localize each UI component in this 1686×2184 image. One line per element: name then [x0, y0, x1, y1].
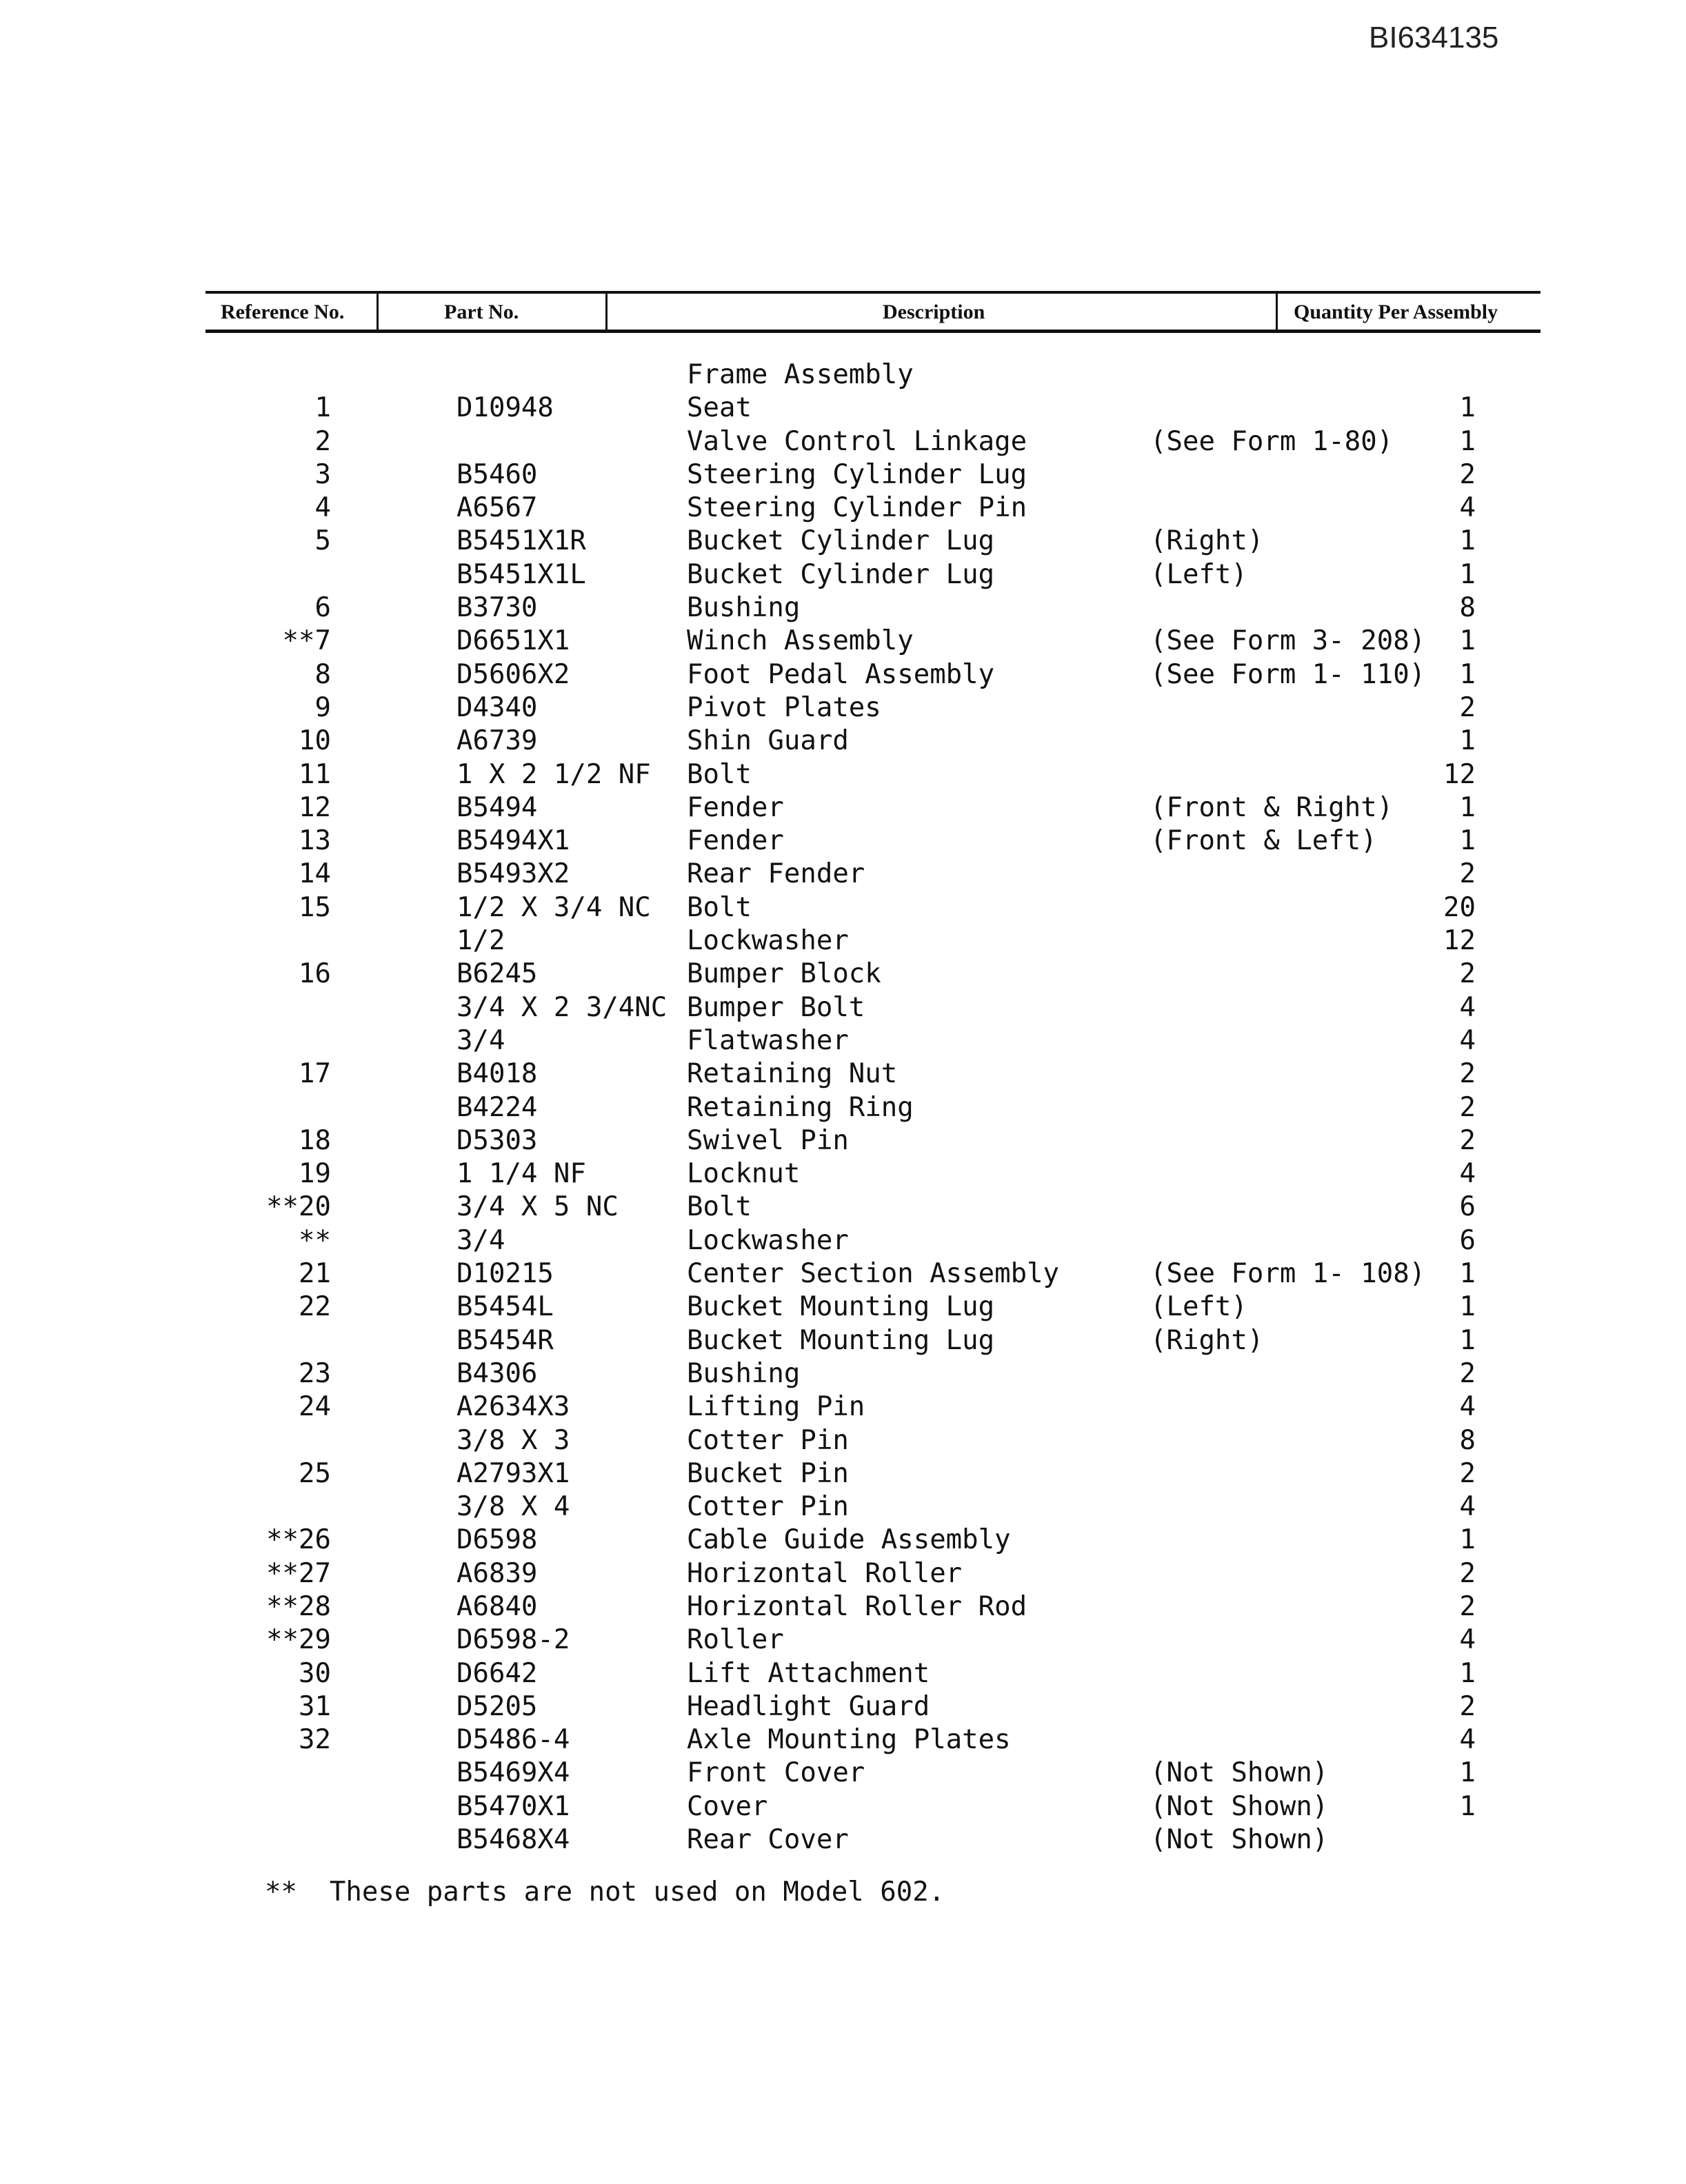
- reference-no-cell: **28: [266, 1590, 331, 1622]
- parts-list: [0, 358, 1686, 1857]
- description-cell: Lockwasher: [687, 925, 849, 957]
- quantity-cell: 2: [1459, 1124, 1476, 1156]
- part-no-cell: D5303: [456, 1124, 538, 1156]
- table-row: [0, 1091, 1686, 1124]
- part-no-cell: B5451X1R: [456, 525, 586, 557]
- quantity-cell: 2: [1459, 1557, 1476, 1589]
- part-no-cell: A6840: [456, 1590, 538, 1622]
- reference-no-cell: **29: [266, 1624, 331, 1656]
- description-cell: Cotter Pin: [687, 1424, 849, 1456]
- table-row: [0, 924, 1686, 958]
- reference-no-cell: 5: [314, 525, 331, 557]
- table-row: [0, 1524, 1686, 1557]
- table-row: [0, 1124, 1686, 1157]
- description-cell: Lifting Pin: [687, 1391, 865, 1423]
- table-row: [0, 1823, 1686, 1857]
- description-cell: Fender: [687, 791, 784, 823]
- description-cell: Bucket Pin: [687, 1457, 849, 1489]
- reference-no-cell: 10: [299, 725, 331, 757]
- quantity-cell: 4: [1459, 1391, 1476, 1423]
- table-row: [0, 492, 1686, 525]
- header-reference-no: Reference No.: [221, 301, 345, 323]
- quantity-cell: 4: [1459, 492, 1476, 524]
- quantity-cell: 1: [1459, 1258, 1476, 1290]
- reference-no-cell: 16: [299, 958, 331, 990]
- note-cell: (Front & Right): [1150, 791, 1394, 823]
- reference-no-cell: 14: [299, 858, 331, 890]
- quantity-cell: 1: [1459, 825, 1476, 857]
- table-row: [0, 1257, 1686, 1291]
- reference-no-cell: **: [299, 1224, 331, 1256]
- part-no-cell: B3730: [456, 592, 538, 624]
- quantity-cell: 1: [1459, 558, 1476, 590]
- table-row: [0, 658, 1686, 691]
- description-cell: Locknut: [687, 1158, 801, 1190]
- table-row: [0, 1590, 1686, 1624]
- description-cell: Front Cover: [687, 1757, 865, 1789]
- quantity-cell: 2: [1459, 858, 1476, 890]
- reference-no-cell: 25: [299, 1457, 331, 1489]
- table-row: [0, 1624, 1686, 1657]
- part-no-cell: A6567: [456, 492, 538, 524]
- table-row: [0, 725, 1686, 758]
- part-no-cell: B4306: [456, 1357, 538, 1389]
- part-no-cell: 3/8 X 3: [456, 1424, 570, 1456]
- part-no-cell: D6598: [456, 1524, 538, 1556]
- table-row: [0, 625, 1686, 658]
- description-cell: Bumper Bolt: [687, 991, 865, 1023]
- part-no-cell: 3/4: [456, 1024, 505, 1056]
- quantity-cell: 2: [1459, 1357, 1476, 1389]
- table-row: [0, 758, 1686, 791]
- part-no-cell: D6651X1: [456, 625, 570, 657]
- quantity-cell: 1: [1459, 658, 1476, 690]
- note-cell: (See Form 1- 110): [1150, 658, 1426, 690]
- quantity-cell: 4: [1459, 1491, 1476, 1523]
- quantity-cell: 4: [1459, 991, 1476, 1023]
- table-row: [0, 525, 1686, 558]
- description-cell: Valve Control Linkage: [687, 425, 1027, 457]
- description-cell: Swivel Pin: [687, 1124, 849, 1156]
- part-no-cell: A6839: [456, 1557, 538, 1589]
- part-no-cell: B5493X2: [456, 858, 570, 890]
- part-no-cell: 3/4 X 2 3/4NC: [456, 991, 668, 1023]
- table-row: [0, 1557, 1686, 1590]
- reference-no-cell: 13: [299, 825, 331, 857]
- description-cell: Horizontal Roller: [687, 1557, 963, 1589]
- quantity-cell: 1: [1459, 1657, 1476, 1689]
- footnote: ** These parts are not used on Model 602.: [265, 1877, 945, 1908]
- quantity-cell: 1: [1459, 791, 1476, 823]
- part-no-cell: B5468X4: [456, 1824, 570, 1856]
- reference-no-cell: **27: [266, 1557, 331, 1589]
- part-no-cell: 1/2: [456, 925, 505, 957]
- part-no-cell: B5469X4: [456, 1757, 570, 1789]
- part-no-cell: B5494X1: [456, 825, 570, 857]
- reference-no-cell: 22: [299, 1291, 331, 1323]
- quantity-cell: 2: [1459, 1590, 1476, 1622]
- note-cell: (Right): [1150, 1324, 1264, 1356]
- header-divider: [377, 294, 379, 330]
- quantity-cell: 1: [1459, 1790, 1476, 1822]
- note-cell: (Left): [1150, 1291, 1247, 1323]
- table-row: [0, 791, 1686, 825]
- quantity-cell: 2: [1459, 458, 1476, 490]
- part-no-cell: 3/4 X 5 NC: [456, 1191, 619, 1223]
- part-no-cell: 3/4: [456, 1224, 505, 1256]
- description-cell: Retaining Nut: [687, 1058, 898, 1090]
- quantity-cell: 2: [1459, 1457, 1476, 1489]
- table-row: [0, 1191, 1686, 1224]
- quantity-cell: 1: [1459, 425, 1476, 457]
- table-row: [0, 1790, 1686, 1823]
- quantity-cell: 1: [1459, 392, 1476, 424]
- description-cell: Steering Cylinder Lug: [687, 458, 1027, 490]
- reference-no-cell: 30: [299, 1657, 331, 1689]
- part-no-cell: B5454L: [456, 1291, 554, 1323]
- table-row: [0, 1157, 1686, 1191]
- quantity-cell: 4: [1459, 1624, 1476, 1656]
- table-row: [0, 1391, 1686, 1424]
- reference-no-cell: **20: [266, 1191, 331, 1223]
- description-cell: Lift Attachment: [687, 1657, 930, 1689]
- part-no-cell: B5460: [456, 458, 538, 490]
- quantity-cell: 2: [1459, 1690, 1476, 1722]
- description-cell: Bushing: [687, 1357, 801, 1389]
- part-no-cell: B4018: [456, 1058, 538, 1090]
- table-row: [0, 1657, 1686, 1690]
- reference-no-cell: 17: [299, 1058, 331, 1090]
- part-no-cell: B5470X1: [456, 1790, 570, 1822]
- table-header: [205, 291, 1541, 333]
- reference-no-cell: 1: [314, 392, 331, 424]
- description-cell: Cotter Pin: [687, 1491, 849, 1523]
- quantity-cell: 4: [1459, 1724, 1476, 1756]
- quantity-cell: 1: [1459, 625, 1476, 657]
- table-row: [0, 1490, 1686, 1524]
- reference-no-cell: **7: [282, 625, 331, 657]
- part-no-cell: A2793X1: [456, 1457, 570, 1489]
- reference-no-cell: 8: [314, 658, 331, 690]
- part-no-cell: D5606X2: [456, 658, 570, 690]
- quantity-cell: 12: [1443, 758, 1476, 790]
- table-row: [0, 392, 1686, 425]
- table-row: [0, 1024, 1686, 1058]
- description-cell: Lockwasher: [687, 1224, 849, 1256]
- table-row: [0, 1291, 1686, 1324]
- table-row: [0, 691, 1686, 725]
- reference-no-cell: 21: [299, 1258, 331, 1290]
- description-cell: Foot Pedal Assembly: [687, 658, 995, 690]
- part-no-cell: 3/8 X 4: [456, 1491, 570, 1523]
- table-row: [0, 1058, 1686, 1091]
- table-row: [0, 858, 1686, 891]
- table-row: [0, 1224, 1686, 1257]
- description-cell: Pivot Plates: [687, 691, 881, 723]
- description-cell: Bucket Cylinder Lug: [687, 558, 995, 590]
- reference-no-cell: 23: [299, 1357, 331, 1389]
- part-no-cell: A6739: [456, 725, 538, 757]
- quantity-cell: 2: [1459, 691, 1476, 723]
- description-cell: Bucket Cylinder Lug: [687, 525, 995, 557]
- description-cell: Frame Assembly: [687, 359, 914, 390]
- description-cell: Bolt: [687, 758, 752, 790]
- part-no-cell: 1 X 2 1/2 NF: [456, 758, 651, 790]
- quantity-cell: 1: [1459, 725, 1476, 757]
- description-cell: Steering Cylinder Pin: [687, 492, 1027, 524]
- quantity-cell: 8: [1459, 592, 1476, 624]
- quantity-cell: 6: [1459, 1191, 1476, 1223]
- reference-no-cell: 15: [299, 891, 331, 923]
- table-row: [0, 1723, 1686, 1757]
- note-cell: (Left): [1150, 558, 1247, 590]
- part-no-cell: B6245: [456, 958, 538, 990]
- note-cell: (Not Shown): [1150, 1824, 1329, 1856]
- description-cell: Rear Cover: [687, 1824, 849, 1856]
- reference-no-cell: 24: [299, 1391, 331, 1423]
- quantity-cell: 4: [1459, 1158, 1476, 1190]
- table-row: [0, 592, 1686, 625]
- reference-no-cell: 2: [314, 425, 331, 457]
- table-row: [0, 991, 1686, 1024]
- note-cell: (Front & Left): [1150, 825, 1377, 857]
- quantity-cell: 4: [1459, 1024, 1476, 1056]
- table-row: [0, 891, 1686, 924]
- note-cell: (Not Shown): [1150, 1757, 1329, 1789]
- table-row: [0, 1357, 1686, 1391]
- description-cell: Roller: [687, 1624, 784, 1656]
- description-cell: Bucket Mounting Lug: [687, 1291, 995, 1323]
- reference-no-cell: 6: [314, 592, 331, 624]
- part-no-cell: D4340: [456, 691, 538, 723]
- description-cell: Shin Guard: [687, 725, 849, 757]
- description-cell: Retaining Ring: [687, 1091, 914, 1123]
- quantity-cell: 1: [1459, 1291, 1476, 1323]
- description-cell: Cover: [687, 1790, 768, 1822]
- note-cell: (Not Shown): [1150, 1790, 1329, 1822]
- part-no-cell: B5494: [456, 791, 538, 823]
- part-no-cell: D6642: [456, 1657, 538, 1689]
- quantity-cell: 20: [1443, 891, 1476, 923]
- reference-no-cell: 32: [299, 1724, 331, 1756]
- table-row: [0, 358, 1686, 392]
- description-cell: Bucket Mounting Lug: [687, 1324, 995, 1356]
- quantity-cell: 2: [1459, 1091, 1476, 1123]
- reference-no-cell: 19: [299, 1158, 331, 1190]
- part-no-cell: B4224: [456, 1091, 538, 1123]
- table-row: [0, 825, 1686, 858]
- note-cell: (See Form 1-80): [1150, 425, 1394, 457]
- description-cell: Bolt: [687, 891, 752, 923]
- description-cell: Horizontal Roller Rod: [687, 1590, 1027, 1622]
- description-cell: Center Section Assembly: [687, 1258, 1060, 1290]
- quantity-cell: 2: [1459, 1058, 1476, 1090]
- header-description: Description: [883, 301, 985, 323]
- table-row: [0, 458, 1686, 492]
- description-cell: Winch Assembly: [687, 625, 914, 657]
- table-row: [0, 1424, 1686, 1457]
- description-cell: Fender: [687, 825, 784, 857]
- part-no-cell: D5205: [456, 1690, 538, 1722]
- note-cell: (Right): [1150, 525, 1264, 557]
- description-cell: Flatwasher: [687, 1024, 849, 1056]
- document-id: BI634135: [1369, 21, 1499, 54]
- description-cell: Bushing: [687, 592, 801, 624]
- description-cell: Axle Mounting Plates: [687, 1724, 1011, 1756]
- table-row: [0, 1690, 1686, 1723]
- quantity-cell: 12: [1443, 925, 1476, 957]
- table-row: [0, 1324, 1686, 1357]
- part-no-cell: B5454R: [456, 1324, 554, 1356]
- header-part-no: Part No.: [444, 301, 519, 323]
- quantity-cell: 2: [1459, 958, 1476, 990]
- description-cell: Bolt: [687, 1191, 752, 1223]
- quantity-cell: 8: [1459, 1424, 1476, 1456]
- quantity-cell: 1: [1459, 1524, 1476, 1556]
- table-row: [0, 1457, 1686, 1490]
- reference-no-cell: 3: [314, 458, 331, 490]
- description-cell: Rear Fender: [687, 858, 865, 890]
- table-row: [0, 1757, 1686, 1790]
- description-cell: Bumper Block: [687, 958, 881, 990]
- description-cell: Seat: [687, 392, 752, 424]
- reference-no-cell: 9: [314, 691, 331, 723]
- reference-no-cell: 11: [299, 758, 331, 790]
- part-no-cell: 1/2 X 3/4 NC: [456, 891, 651, 923]
- reference-no-cell: 4: [314, 492, 331, 524]
- quantity-cell: 6: [1459, 1224, 1476, 1256]
- reference-no-cell: 12: [299, 791, 331, 823]
- note-cell: (See Form 3- 208): [1150, 625, 1426, 657]
- header-quantity: Quantity Per Assembly: [1294, 301, 1498, 323]
- quantity-cell: 1: [1459, 525, 1476, 557]
- part-no-cell: A2634X3: [456, 1391, 570, 1423]
- reference-no-cell: **26: [266, 1524, 331, 1556]
- header-divider: [605, 294, 608, 330]
- part-no-cell: D5486-4: [456, 1724, 570, 1756]
- reference-no-cell: 31: [299, 1690, 331, 1722]
- header-divider: [1276, 294, 1278, 330]
- description-cell: Headlight Guard: [687, 1690, 930, 1722]
- description-cell: Cable Guide Assembly: [687, 1524, 1011, 1556]
- part-no-cell: D10948: [456, 392, 554, 424]
- reference-no-cell: 18: [299, 1124, 331, 1156]
- table-row: [0, 425, 1686, 458]
- part-no-cell: D10215: [456, 1258, 554, 1290]
- quantity-cell: 1: [1459, 1757, 1476, 1789]
- part-no-cell: D6598-2: [456, 1624, 570, 1656]
- table-row: [0, 558, 1686, 592]
- quantity-cell: 1: [1459, 1324, 1476, 1356]
- note-cell: (See Form 1- 108): [1150, 1258, 1426, 1290]
- part-no-cell: 1 1/4 NF: [456, 1158, 586, 1190]
- table-row: [0, 958, 1686, 991]
- part-no-cell: B5451X1L: [456, 558, 586, 590]
